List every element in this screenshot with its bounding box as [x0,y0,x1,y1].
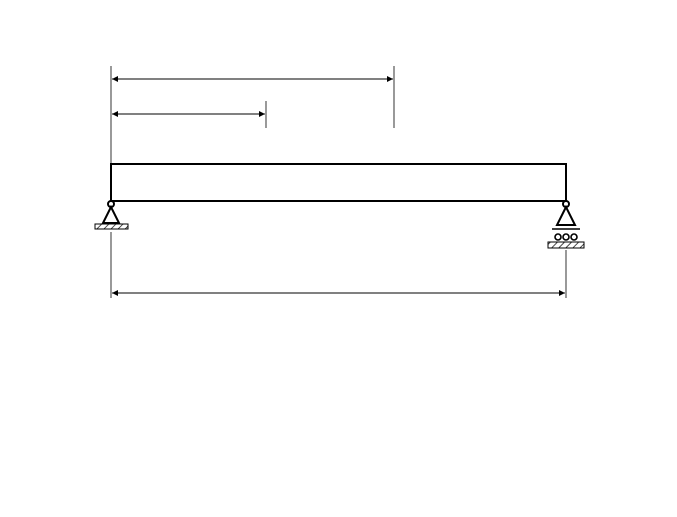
dimension-a [112,101,266,128]
beam [111,164,566,201]
roller-support-b [548,201,584,248]
dimension-L [111,232,566,298]
pin-support-a [95,201,128,229]
dimension-b [111,66,394,165]
